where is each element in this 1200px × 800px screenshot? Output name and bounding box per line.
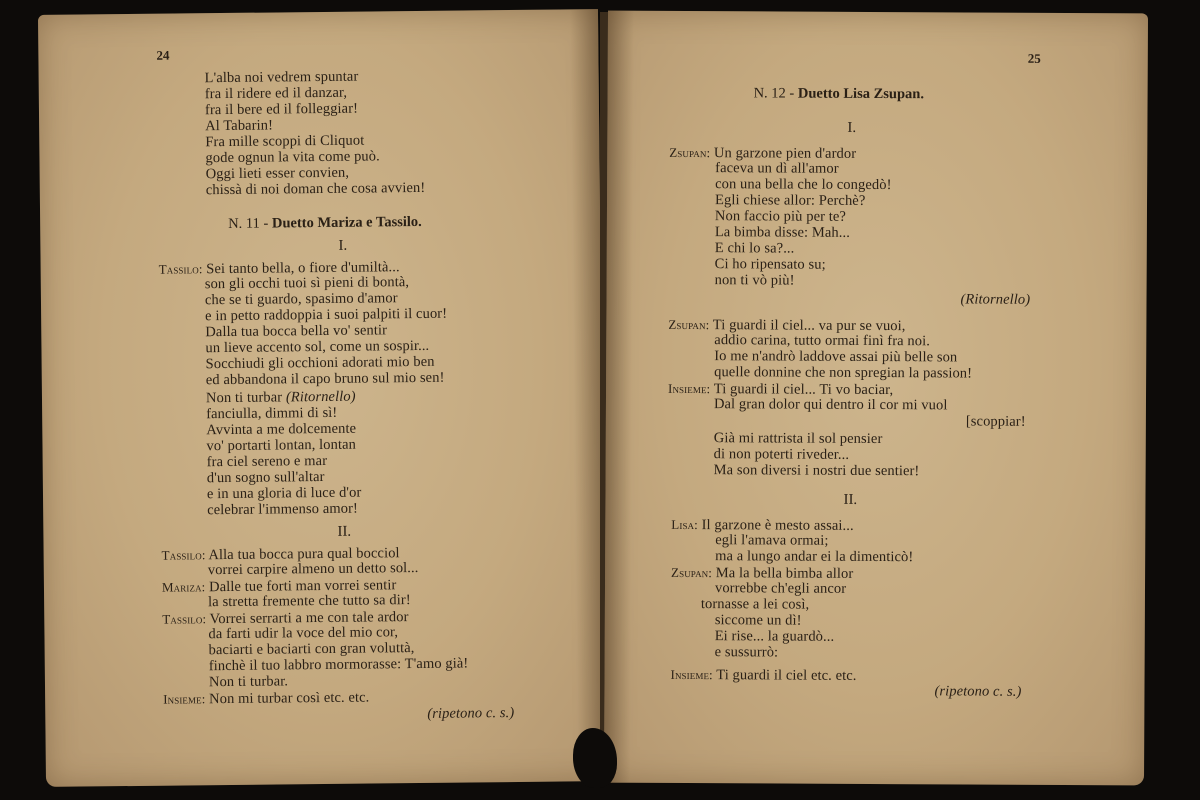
verse-line: Al Tabarin! (205, 117, 274, 135)
section-number: N. 12 - (753, 85, 795, 102)
speaker-label: Zsupan: (669, 144, 711, 161)
verse-text: Non mi turbar così etc. etc. (209, 689, 370, 708)
verse-line: Io me n'andrò laddove assai più belle son (714, 348, 958, 366)
left-page (38, 9, 606, 787)
verse-line (671, 517, 853, 534)
verse-text: Ti guardi il ciel... Ti vo baciar, (713, 381, 894, 399)
verse-line (206, 390, 356, 407)
part-number: I. (847, 119, 857, 136)
verse-line: addio carina, tutto ormai finì fra noi. (714, 332, 931, 350)
verse-line (669, 145, 856, 162)
verse-line: quelle donnine che non spregian la passion! (714, 364, 973, 382)
verse-line: baciarti e baciarti con gran voluttà, (208, 640, 415, 659)
verse-line: Ei rise... la guardò... (714, 628, 835, 645)
verse-line: gode ognun la vita come può. (205, 148, 380, 167)
verse-line: celebrar l'immenso amor! (207, 500, 359, 519)
verse-text: Non ti turbar (205, 389, 283, 407)
right-page (604, 11, 1148, 786)
ritornello-note: (Ritornello) (960, 291, 1031, 308)
ritornello-note: (Ritornello) (285, 388, 356, 406)
verse-line (671, 667, 857, 684)
verse-line: la stretta fremente che tutto sa dir! (208, 592, 411, 611)
stage-direction: (ripetono c. s.) (934, 683, 1022, 700)
page-number: 25 (1027, 50, 1041, 66)
part-number: II. (337, 523, 352, 540)
section-title: Duetto Mariza e Tassilo. (271, 213, 422, 232)
stage-direction: (ripetono c. s.) (427, 705, 515, 722)
verse-line: fra il ridere ed il danzar, (204, 84, 348, 103)
verse-line: Dalla tua bocca bella vo' sentir (205, 322, 388, 341)
speaker-label: Insieme: (163, 691, 206, 707)
verse-line: Fra mille scoppi di Cliquot (205, 132, 365, 151)
verse-line: ed abbandona il capo bruno sul mio sen! (205, 369, 445, 389)
verse-line: Egli chiese allor: Perchè? (714, 192, 866, 209)
verse-line (668, 381, 893, 398)
verse-line: con una bella che lo congedò! (715, 176, 892, 194)
page-number: 24 (156, 47, 170, 63)
speaker-label: Insieme: (668, 380, 711, 397)
verse-line: di non poterti riveder... (713, 446, 850, 463)
section-title: Duetto Lisa Zsupan. (797, 85, 925, 103)
speaker-label: Zsupan: (671, 564, 713, 581)
verse-line: non ti vò più! (714, 272, 795, 289)
verse-line: son gli occhi tuoi sì pieni di bontà, (204, 274, 410, 293)
part-number: II. (843, 491, 858, 508)
verse-line: L'alba noi vedrem spuntar (204, 68, 359, 87)
part-number: I. (338, 237, 348, 254)
verse-line: Non faccio più per te? (714, 208, 847, 225)
speaker-label: Tassilo: (162, 611, 207, 627)
verse-line: Avvinta a me dolcemente (206, 420, 357, 439)
verse-line: d'un sogno sull'altar (206, 468, 325, 487)
verse-line: [scoppiar! (965, 413, 1026, 430)
speaker-label: Tassilo: (158, 261, 203, 277)
verse-line: vo' portarti lontan, lontan (206, 436, 357, 455)
verse-line: ma a lungo andar ei la dimenticò! (715, 548, 914, 566)
verse-line: La bimba disse: Mah... (714, 224, 850, 241)
verse-text: Ti guardi il ciel... va pur se vuoi, (712, 317, 906, 335)
verse-line: faceva un dì all'amor (715, 160, 839, 177)
open-booklet (40, 12, 1148, 784)
verse-line: Ma son diversi i nostri due sentier! (713, 462, 920, 480)
verse-text: Sei tanto bella, o fiore d'umiltà... (206, 259, 400, 278)
verse-line: finchè il tuo labbro mormorasse: T'amo già! (208, 655, 469, 675)
verse-line: e in petto raddoppia i suoi palpiti il cuor! (205, 305, 448, 325)
speaker-label: Lisa: (671, 516, 698, 533)
verse-line: Oggi lieti esser convien, (205, 164, 350, 183)
verse-line: Ci ho ripensato su; (714, 256, 826, 273)
verse-text: Alla tua bocca pura qual bocciol (208, 545, 400, 564)
verse-line: E chi lo sa?... (714, 240, 795, 257)
verse-text: Vorrei serrarti a me con tale ardor (209, 609, 409, 628)
verse-line: Già mi rattrista il sol pensier (713, 430, 883, 448)
section-heading (754, 85, 925, 103)
speaker-label: Mariza: (161, 579, 206, 595)
verse-line: fra ciel sereno e mar (206, 452, 328, 471)
verse-line: fra il bere ed il folleggiar! (204, 100, 359, 119)
speaker-label: Zsupan: (668, 316, 710, 333)
verse-line (671, 565, 853, 582)
section-number: N. 11 - (228, 215, 269, 232)
verse-line: che se ti guardo, spasimo d'amor (204, 290, 398, 309)
verse-line: vorrebbe ch'egli ancor (714, 580, 847, 597)
speaker-label: Insieme: (670, 666, 713, 683)
verse-line: un lieve accento sol, come un sospir... (205, 337, 430, 357)
verse-line (163, 690, 369, 708)
verse-line: e in una gloria di luce d'or (206, 484, 362, 503)
verse-line: Dal gran dolor qui dentro il cor mi vuol (713, 396, 948, 414)
verse-line: vorrei carpire almeno un detto sol... (207, 559, 419, 579)
verse-text: Un garzone pien d'ardor (713, 145, 857, 162)
verse-line: Non ti turbar. (208, 673, 289, 691)
section-heading (228, 214, 422, 233)
verse-text: Ti guardi il ciel etc. etc. (716, 667, 857, 684)
verse-text: Dalle tue forti man vorrei sentir (209, 577, 397, 596)
verse-line: fanciulla, dimmi di sì! (206, 404, 338, 423)
verse-line: tornasse a lei così, (700, 596, 810, 613)
verse-line: egli l'amava ormai; (715, 532, 829, 549)
verse-line: Socchiudi gli occhioni adorati mio ben (205, 353, 435, 373)
verse-line: siccome un dì! (714, 612, 802, 629)
verse-text: Ma la bella bimba allor (715, 565, 854, 582)
speaker-label: Tassilo: (161, 547, 206, 563)
verse-line: chissà di noi doman che cosa avvien! (205, 179, 426, 199)
verse-line: da farti udir la voce del mio cor, (208, 624, 399, 643)
verse-line: e sussurrò: (714, 644, 779, 661)
verse-text: Il garzone è mesto assai... (701, 517, 854, 534)
